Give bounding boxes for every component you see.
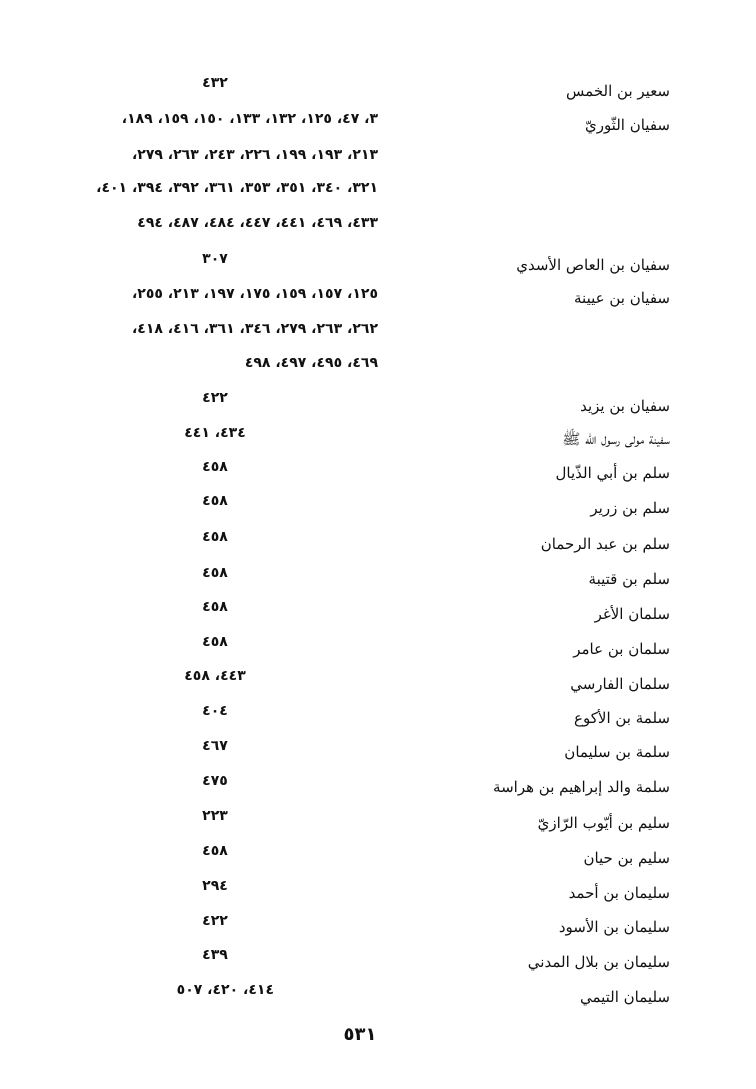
entry-pages: ٣، ٤٧، ١٢٥، ١٣٢، ١٣٣، ١٥٠، ١٥٩، ١٨٩، <box>121 111 378 127</box>
entry-name: سلمة بن سليمان <box>564 743 670 761</box>
entry-name: سلمان الفارسي <box>570 675 670 693</box>
entry-name: سفيان الثّوريّ <box>584 116 670 134</box>
page-number: ٥٣١ <box>343 1024 377 1045</box>
entry-pages: ٤٦٧ <box>202 738 228 754</box>
entry-name: سليم بن حيان <box>583 849 670 867</box>
entry-name: سلمة بن الأكوع <box>574 709 670 727</box>
entry-pages: ٤٥٨ <box>202 459 228 475</box>
entry-name: سعير بن الخمس <box>566 82 670 100</box>
entry-pages: ٤٠٤ <box>202 703 228 719</box>
entry-pages: ٣٠٧ <box>202 251 228 267</box>
entry-name: سفينة مولى رسول الله ﷺ <box>562 430 670 448</box>
entry-name: سلمان بن عامر <box>573 640 670 658</box>
entry-name: سلم بن أبي الذّيال <box>555 464 670 482</box>
entry-pages: ٢٩٤ <box>202 878 228 894</box>
entry-pages: ٤٥٨ <box>202 843 228 859</box>
entry-pages: ٤٥٨ <box>202 599 228 615</box>
entry-name: سليمان التيمي <box>579 988 670 1006</box>
entry-pages: ٤٢٢ <box>202 390 228 406</box>
entry-name: سلمان الأغر <box>594 605 670 623</box>
entry-pages: ٤١٤، ٤٢٠، ٥٠٧ <box>176 982 274 998</box>
entry-pages: ٤٥٨ <box>202 565 228 581</box>
entry-pages: ٤٦٩، ٤٩٥، ٤٩٧، ٤٩٨ <box>244 355 378 371</box>
entry-name: سلمة والد إبراهيم بن هراسة <box>493 778 670 796</box>
entry-name: سلم بن قتيبة <box>588 570 670 588</box>
entry-pages: ٢٢٣ <box>202 808 228 824</box>
entry-pages: ٣٢١، ٣٤٠، ٣٥١، ٣٥٣، ٣٦١، ٣٩٢، ٣٩٤، ٤٠١، <box>96 180 378 196</box>
entry-pages: ٢٦٢، ٢٦٣، ٢٧٩، ٣٤٦، ٣٦١، ٤١٦، ٤١٨، <box>131 321 378 337</box>
entry-pages: ٢١٣، ١٩٣، ١٩٩، ٢٢٦، ٢٤٣، ٢٦٣، ٢٧٩، <box>131 147 378 163</box>
entry-pages: ١٢٥، ١٥٧، ١٥٩، ١٧٥، ١٩٧، ٢١٣، ٢٥٥، <box>131 286 378 302</box>
entry-pages: ٤٣٩ <box>202 947 228 963</box>
entry-name: سليمان بن بلال المدني <box>527 953 670 971</box>
entry-name: سلم بن عبد الرحمان <box>540 535 670 553</box>
entry-name: سلم بن زرير <box>590 499 670 517</box>
entry-name: سليم بن أيّوب الرّازيّ <box>537 814 670 832</box>
entry-pages: ٤٣٢ <box>202 75 228 91</box>
entry-name: سليمان بن أحمد <box>568 884 670 902</box>
entry-name: سفيان بن عيينة <box>574 289 670 307</box>
entry-pages: ٤٧٥ <box>202 773 228 789</box>
entry-pages: ٤٣٤، ٤٤١ <box>184 425 246 441</box>
entry-name: سليمان بن الأسود <box>558 918 670 936</box>
entry-pages: ٤٥٨ <box>202 634 228 650</box>
entry-pages: ٤٢٢ <box>202 913 228 929</box>
entry-pages: ٤٣٣، ٤٦٩، ٤٤١، ٤٤٧، ٤٨٤، ٤٨٧، ٤٩٤ <box>137 215 378 231</box>
entry-name: سفيان بن العاص الأسدي <box>516 256 670 274</box>
entry-pages: ٤٤٣، ٤٥٨ <box>184 668 246 684</box>
entry-pages: ٤٥٨ <box>202 529 228 545</box>
entry-pages: ٤٥٨ <box>202 493 228 509</box>
entry-name: سفيان بن يزيد <box>580 397 670 415</box>
